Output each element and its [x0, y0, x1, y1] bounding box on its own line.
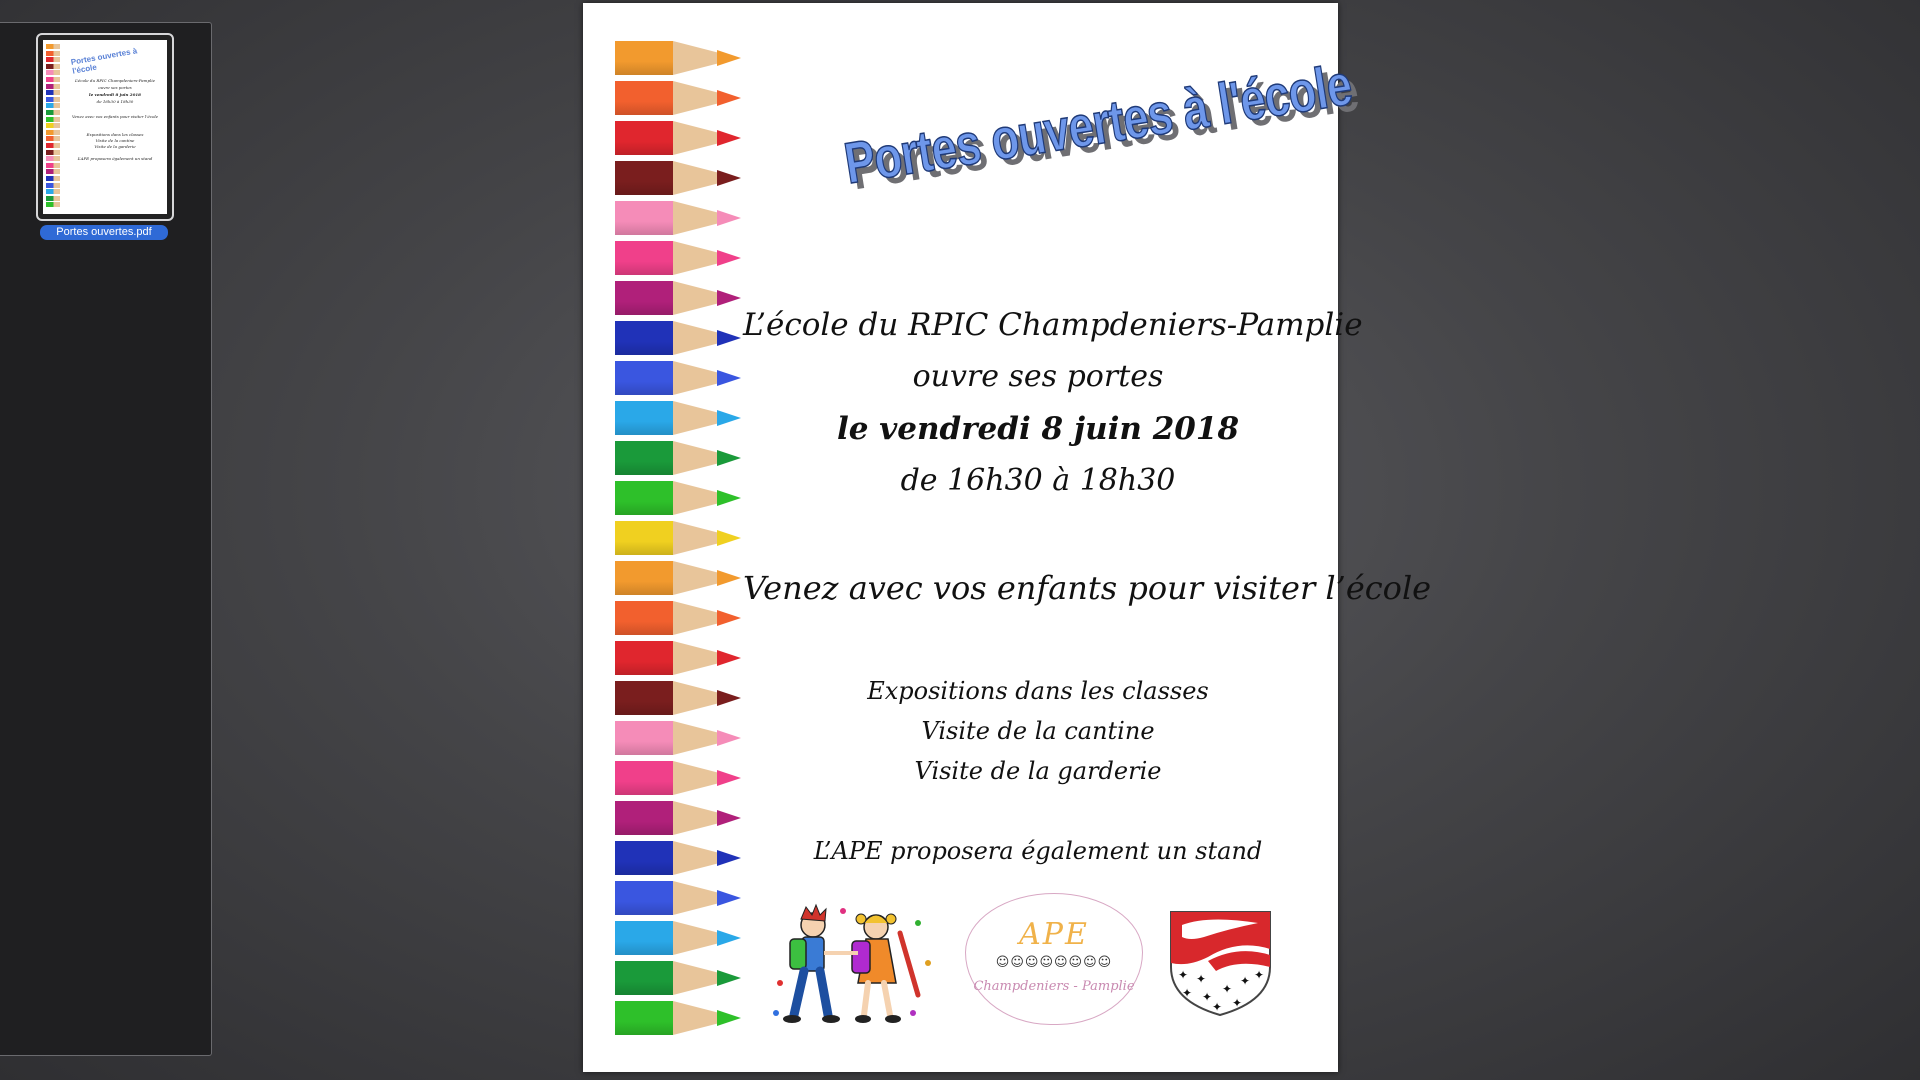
- thumbnail-time-line: de 16h30 à 18h30: [96, 99, 134, 104]
- children-with-backpacks-image: [768, 903, 938, 1028]
- thumbnail-title: Portes ouvertes à l'école: [70, 46, 138, 76]
- thumbnail-pencil: [46, 156, 60, 161]
- page-thumbnail[interactable]: [36, 33, 174, 221]
- pencil: [615, 639, 745, 677]
- thumbnail-activity-3: Visite de la garderie: [94, 144, 136, 149]
- thumbnail-pencil: [46, 44, 60, 49]
- thumbnail-pencil: [46, 183, 60, 188]
- thumbnail-invite-line: Venez avec vos enfants pour visiter l’école: [71, 114, 158, 119]
- svg-text:✦: ✦: [1182, 986, 1193, 1000]
- document-page: [583, 3, 1432, 1072]
- poster-title-wrap: [769, 52, 1356, 241]
- thumbnail-pencil: [46, 70, 60, 75]
- thumbnail-pencil: [46, 110, 60, 115]
- ape-logo: [965, 893, 1145, 1028]
- pencil: [615, 759, 745, 797]
- svg-text:✦: ✦: [1222, 982, 1233, 996]
- thumbnail-pencil: [46, 130, 60, 135]
- thumbnail-preview: [43, 40, 167, 214]
- activity-daycare: Visite de la garderie: [914, 757, 1162, 785]
- activity-exhibitions: Expositions dans les classes: [867, 677, 1209, 705]
- pencil: [615, 439, 745, 477]
- ape-logo-place: Champdeniers - Pamplie: [973, 979, 1135, 994]
- thumbnail-opens-line: ouvre ses portes: [98, 85, 132, 90]
- pencil: [615, 399, 745, 437]
- svg-text:✦: ✦: [1196, 972, 1207, 986]
- pencil: [615, 599, 745, 637]
- thumbnail-filename[interactable]: Portes ouvertes.pdf: [40, 225, 168, 240]
- activity-canteen: Visite de la cantine: [921, 717, 1155, 745]
- thumbnail-pencil: [46, 97, 60, 102]
- pencil: [615, 319, 745, 357]
- pencil: [615, 839, 745, 877]
- pencil: [615, 199, 745, 237]
- pencil: [615, 279, 745, 317]
- thumbnail-date-line: le vendredi 8 juin 2018: [89, 92, 141, 97]
- thumbnail-pencil: [46, 57, 60, 62]
- ape-line: L’APE proposera également un stand: [813, 837, 1263, 865]
- thumbnail-pencil: [46, 143, 60, 148]
- pencil: [615, 119, 745, 157]
- svg-text:✦: ✦: [1202, 990, 1213, 1004]
- thumbnail-ape-line: L’APE proposera également un stand: [77, 156, 153, 161]
- thumbnail-pencil: [46, 51, 60, 56]
- thumbnail-pencil: [46, 169, 60, 174]
- pencil: [615, 919, 745, 957]
- pencil: [615, 719, 745, 757]
- svg-text:✦: ✦: [1254, 968, 1265, 982]
- pencil: [615, 359, 745, 397]
- thumbnail-pencil: [46, 196, 60, 201]
- poster-title: Portes ouvertes à l'école: [840, 52, 1356, 197]
- thumbnail-pencil: [46, 90, 60, 95]
- thumbnail-pencil: [46, 189, 60, 194]
- school-line: L’école du RPIC Champdeniers-Pamplie: [743, 307, 1363, 343]
- time-line: de 16h30 à 18h30: [900, 463, 1176, 498]
- thumbnail-pencil: [46, 176, 60, 181]
- pencil: [615, 559, 745, 597]
- svg-text:✦: ✦: [1232, 996, 1243, 1010]
- thumbnail-activity-1: Expositions dans les classes: [86, 132, 144, 137]
- opens-line: ouvre ses portes: [912, 359, 1164, 394]
- svg-text:✦: ✦: [1240, 974, 1251, 988]
- thumbnail-activity-2: Visite de la cantine: [95, 138, 135, 143]
- pencil: [615, 879, 745, 917]
- ape-logo-children-icon: ☺☺☺☺☺☺☺☺: [995, 955, 1113, 970]
- invite-line: Venez avec vos enfants pour visiter l’école: [743, 569, 1432, 607]
- thumbnail-sidebar: [0, 22, 212, 1056]
- pencil: [615, 959, 745, 997]
- coat-of-arms-image: [1168, 909, 1273, 1017]
- thumbnail-pencil: [46, 202, 60, 207]
- thumbnail-pencil: [46, 117, 60, 122]
- thumbnail-pencil: [46, 103, 60, 108]
- ape-logo-text: APE: [1019, 917, 1089, 952]
- colored-pencils-decoration: [615, 39, 745, 1049]
- pencil: [615, 239, 745, 277]
- pencil: [615, 679, 745, 717]
- thumbnail-pencil: [46, 163, 60, 168]
- thumbnail-school-line: L’école du RPIC Champdeniers-Pamplie: [75, 78, 155, 83]
- date-line: le vendredi 8 juin 2018: [836, 411, 1240, 447]
- thumbnail-pencil: [46, 136, 60, 141]
- thumbnail-pencil: [46, 150, 60, 155]
- pencil: [615, 799, 745, 837]
- pencil: [615, 479, 745, 517]
- thumbnail-pencil: [46, 64, 60, 69]
- thumbnail-pencil: [46, 84, 60, 89]
- pencil: [615, 79, 745, 117]
- pencil: [615, 519, 745, 557]
- thumbnail-pencil: [46, 123, 60, 128]
- pencil: [615, 999, 745, 1037]
- pencil: [615, 39, 745, 77]
- thumbnail-pencil: [46, 77, 60, 82]
- pencil: [615, 159, 745, 197]
- svg-text:✦: ✦: [1178, 968, 1189, 982]
- svg-text:✦: ✦: [1212, 1000, 1223, 1014]
